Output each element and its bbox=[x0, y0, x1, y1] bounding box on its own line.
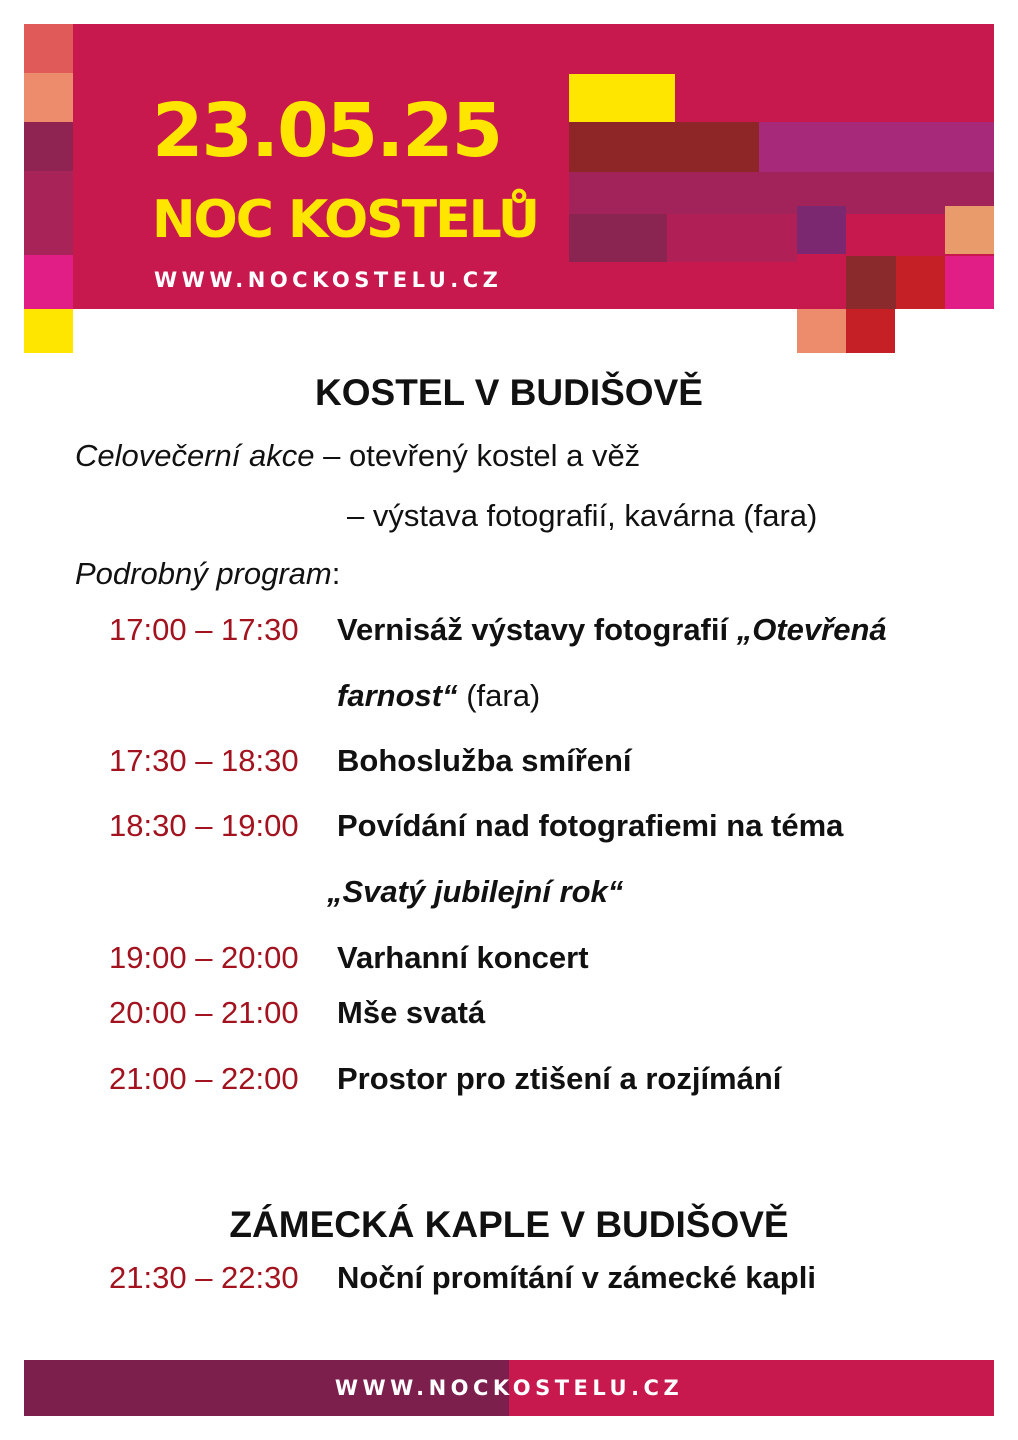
decor-tile bbox=[846, 309, 895, 353]
decor-tile bbox=[24, 309, 73, 353]
decor-tile bbox=[667, 214, 797, 262]
church-title: KOSTEL V BUDIŠOVĚ bbox=[315, 372, 703, 413]
decor-tile bbox=[569, 214, 667, 262]
decor-tile bbox=[569, 172, 994, 214]
event-quote: „Otevřená bbox=[736, 612, 887, 647]
schedule-time: 21:00 – 22:00 bbox=[109, 1061, 299, 1096]
schedule-time: 20:00 – 21:00 bbox=[109, 995, 299, 1030]
schedule-time: 21:30 – 22:30 bbox=[109, 1260, 299, 1295]
schedule-event: Varhanní koncert bbox=[337, 940, 589, 975]
decor-tile bbox=[24, 122, 73, 171]
footer-bar bbox=[24, 1360, 994, 1416]
event-name: NOC KOSTELŮ bbox=[152, 190, 539, 250]
decor-tile bbox=[24, 24, 73, 73]
footer-website-link[interactable]: WWW.NOCKOSTELU.CZ bbox=[334, 1376, 684, 1400]
decor-tile bbox=[569, 122, 759, 172]
schedule-event: Mše svatá bbox=[337, 995, 486, 1030]
decor-tile bbox=[945, 256, 994, 309]
schedule-event-cont bbox=[337, 680, 540, 711]
schedule-time: 17:00 – 17:30 bbox=[109, 612, 299, 647]
decor-tile bbox=[797, 309, 846, 353]
decor-tile bbox=[896, 256, 945, 309]
schedule-time: 18:30 – 19:00 bbox=[109, 808, 299, 843]
schedule-event: Bohoslužba smíření bbox=[337, 743, 632, 778]
chapel-title: ZÁMECKÁ KAPLE V BUDIŠOVĚ bbox=[229, 1204, 789, 1245]
schedule-event bbox=[337, 614, 887, 645]
allday-label: Celovečerní akce bbox=[75, 438, 315, 473]
decor-tile bbox=[759, 122, 994, 172]
decor-tile bbox=[24, 255, 73, 309]
decor-tile bbox=[797, 206, 846, 254]
program-colon: : bbox=[331, 556, 341, 591]
schedule-time: 17:30 – 18:30 bbox=[109, 743, 299, 778]
program-label: Podrobný program bbox=[75, 556, 332, 591]
schedule-event: Noční promítání v zámecké kapli bbox=[337, 1260, 816, 1295]
decor-tile bbox=[945, 206, 994, 254]
event-quote-cont: farnost“ bbox=[337, 678, 458, 713]
allday-desc: – otevřený kostel a věž bbox=[314, 438, 641, 473]
website-link[interactable]: WWW.NOCKOSTELU.CZ bbox=[154, 268, 503, 292]
program-heading bbox=[75, 558, 340, 589]
decor-tile bbox=[24, 73, 73, 122]
allday-line bbox=[75, 440, 640, 471]
schedule-event-subtitle: „Svatý jubilejní rok“ bbox=[327, 874, 624, 909]
decor-tile bbox=[569, 74, 675, 122]
decor-tile bbox=[846, 256, 896, 309]
event-location: (fara) bbox=[457, 678, 541, 713]
event-date: 23.05.25 bbox=[152, 88, 502, 174]
event-text: Vernisáž výstavy fotografií bbox=[337, 612, 737, 647]
schedule-event: Povídání nad fotografiemi na téma bbox=[337, 808, 844, 843]
decor-tile bbox=[24, 171, 73, 255]
schedule-event: Prostor pro ztišení a rozjímání bbox=[337, 1061, 782, 1096]
schedule-time: 19:00 – 20:00 bbox=[109, 940, 299, 975]
allday-line-2: – výstava fotografií, kavárna (fara) bbox=[347, 498, 818, 533]
header-banner bbox=[24, 24, 994, 309]
